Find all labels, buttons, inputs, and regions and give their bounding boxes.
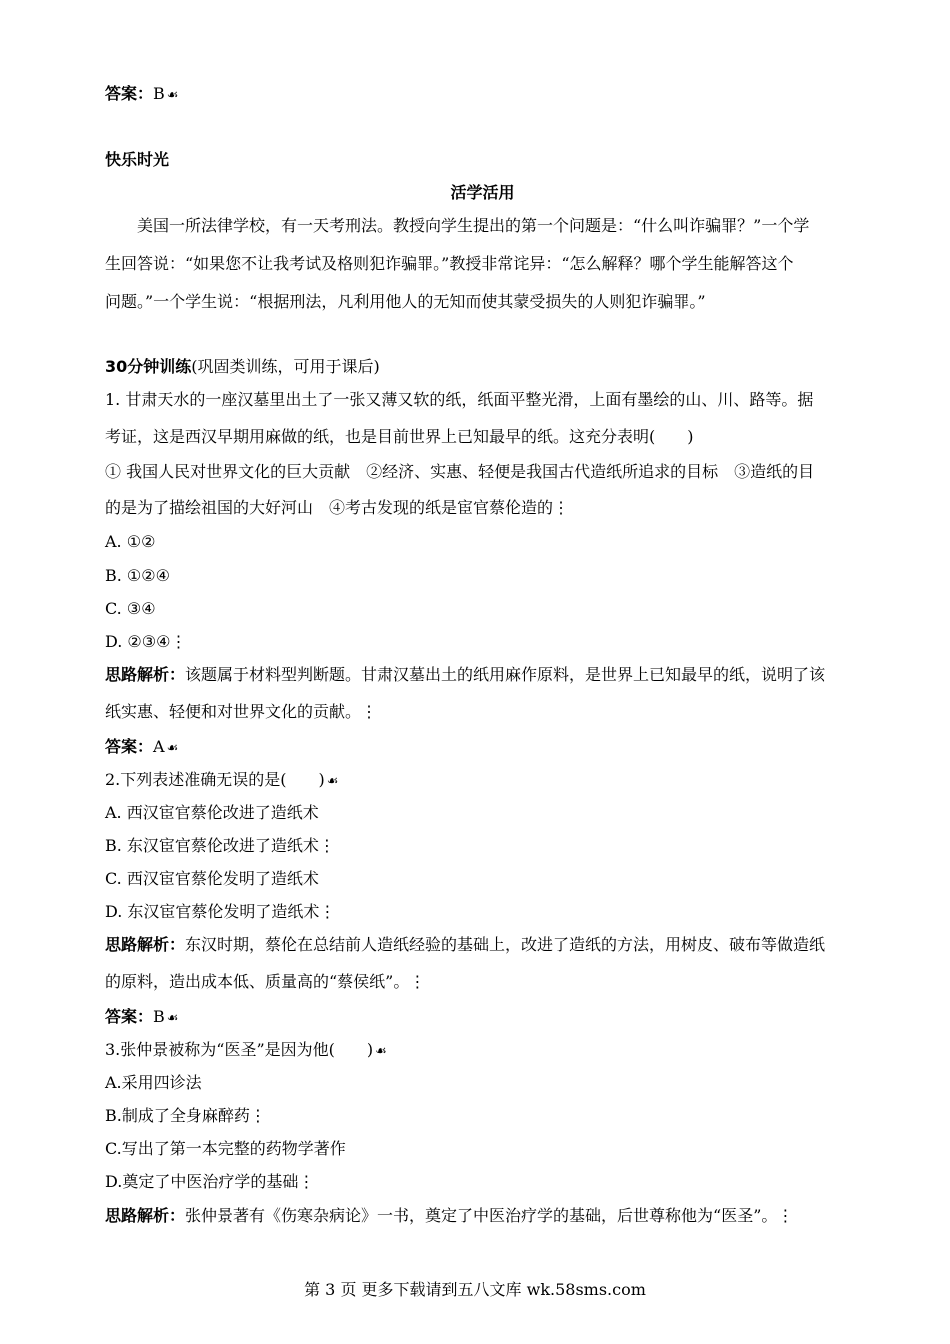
training-header	[105, 357, 860, 377]
training-title: 30分钟训练	[105, 357, 192, 376]
q3-option-b: B.制成了全身麻醉药⋮	[105, 1106, 266, 1125]
q1-option-d: D. ②③④⋮	[105, 632, 187, 651]
analysis-label: 思路解析：	[105, 1206, 186, 1225]
q1-stem-line: ① 我国人民对世界文化的巨大贡献 ②经济、实惠、轻便是我国古代造纸所追求的目标 ③造纸的目	[105, 462, 815, 481]
q1-stem-line: 1. 甘肃天水的一座汉墓里出土了一张又薄又软的纸，纸面平整光滑，上面有墨绘的山、川、路等。据	[105, 390, 814, 409]
hand-mark-icon: ☙	[375, 1044, 387, 1059]
q3-option-d: D.奠定了中医治疗学的基础⋮	[105, 1172, 315, 1191]
q1-option-b: B. ①②④	[105, 566, 170, 585]
answer-label: 答案：	[105, 84, 154, 103]
q3-option-a: A.采用四诊法	[105, 1073, 202, 1092]
hand-mark-icon: ☙	[166, 741, 179, 756]
analysis-text: 东汉时期，蔡伦在总结前人造纸经验的基础上，改进了造纸的方法，用树皮、破布等做造纸	[185, 935, 826, 954]
q1-stem-line: 考证，这是西汉早期用麻做的纸，也是目前世界上已知最早的纸。这充分表明( )	[105, 427, 694, 446]
q2-option-a: A. 西汉宦官蔡伦改进了造纸术	[105, 803, 319, 822]
q1-option-c: C. ③④	[105, 599, 156, 618]
q2-analysis	[105, 935, 860, 955]
page-footer: 第 3 页 更多下载请到五八文库 wk.58sms.com	[304, 1280, 646, 1299]
section-title-happy-time: 快乐时光	[105, 150, 170, 169]
q3-option-c: C.写出了第一本完整的药物学著作	[105, 1139, 346, 1158]
answer-label: 答案：	[105, 1007, 154, 1026]
q2-option-c: C. 西汉宦官蔡伦发明了造纸术	[105, 869, 319, 888]
q2-option-d: D. 东汉宦官蔡伦发明了造纸术⋮	[105, 902, 336, 921]
answer-value: B	[153, 84, 165, 103]
q3-stem	[105, 1040, 860, 1062]
story-title: 活学活用	[450, 183, 515, 202]
q1-option-a: A. ①②	[105, 532, 156, 551]
q2-stem	[105, 770, 860, 792]
hand-mark-icon: ☙	[326, 774, 339, 789]
analysis-label: 思路解析：	[105, 935, 186, 954]
answer-value: B	[153, 1007, 165, 1026]
analysis-text: 该题属于材料型判断题。甘肃汉墓出土的纸用麻作原料，是世界上已知最早的纸，说明了该	[185, 665, 826, 684]
q2-option-b: B. 东汉宦官蔡伦改进了造纸术⋮	[105, 836, 335, 855]
training-note: (巩固类训练，可用于课后)	[191, 357, 380, 376]
q3-analysis	[105, 1206, 860, 1226]
story-line: 生回答说：“如果您不让我考试及格则犯诈骗罪。”教授非常诧异：“怎么解释？哪个学生能解答这个	[105, 254, 794, 273]
q1-answer	[105, 737, 860, 759]
analysis-text: 张仲景著有《伤寒杂病论》一书，奠定了中医治疗学的基础，后世尊称他为“医圣”。⋮	[185, 1206, 794, 1225]
q2-answer	[105, 1007, 860, 1029]
story-line: 问题。”一个学生说：“根据刑法，凡利用他人的无知而使其蒙受损失的人则犯诈骗罪。”	[105, 292, 706, 311]
answer-value: A	[153, 737, 165, 756]
story-line: 美国一所法律学校，有一天考刑法。教授向学生提出的第一个问题是：“什么叫诈骗罪？”一个学	[137, 216, 810, 235]
q1-stem-line: 的是为了描绘祖国的大好河山 ④考古发现的纸是宦官蔡伦造的⋮	[105, 498, 570, 517]
q2-stem-text: 2.下列表述准确无误的是( )	[105, 770, 325, 789]
q3-stem-text: 3.张仲景被称为“医圣”是因为他( )	[105, 1040, 374, 1059]
answer-label: 答案：	[105, 737, 154, 756]
analysis-label: 思路解析：	[105, 665, 186, 684]
q1-analysis	[105, 665, 860, 685]
hand-mark-icon: ☙	[166, 1011, 179, 1026]
hand-mark-icon: ☙	[166, 88, 179, 103]
q2-analysis-line: 的原料，造出成本低、质量高的“蔡侯纸”。⋮	[105, 972, 426, 991]
q1-analysis-line: 纸实惠、轻便和对世界文化的贡献。⋮	[105, 702, 378, 721]
previous-answer	[105, 84, 860, 106]
